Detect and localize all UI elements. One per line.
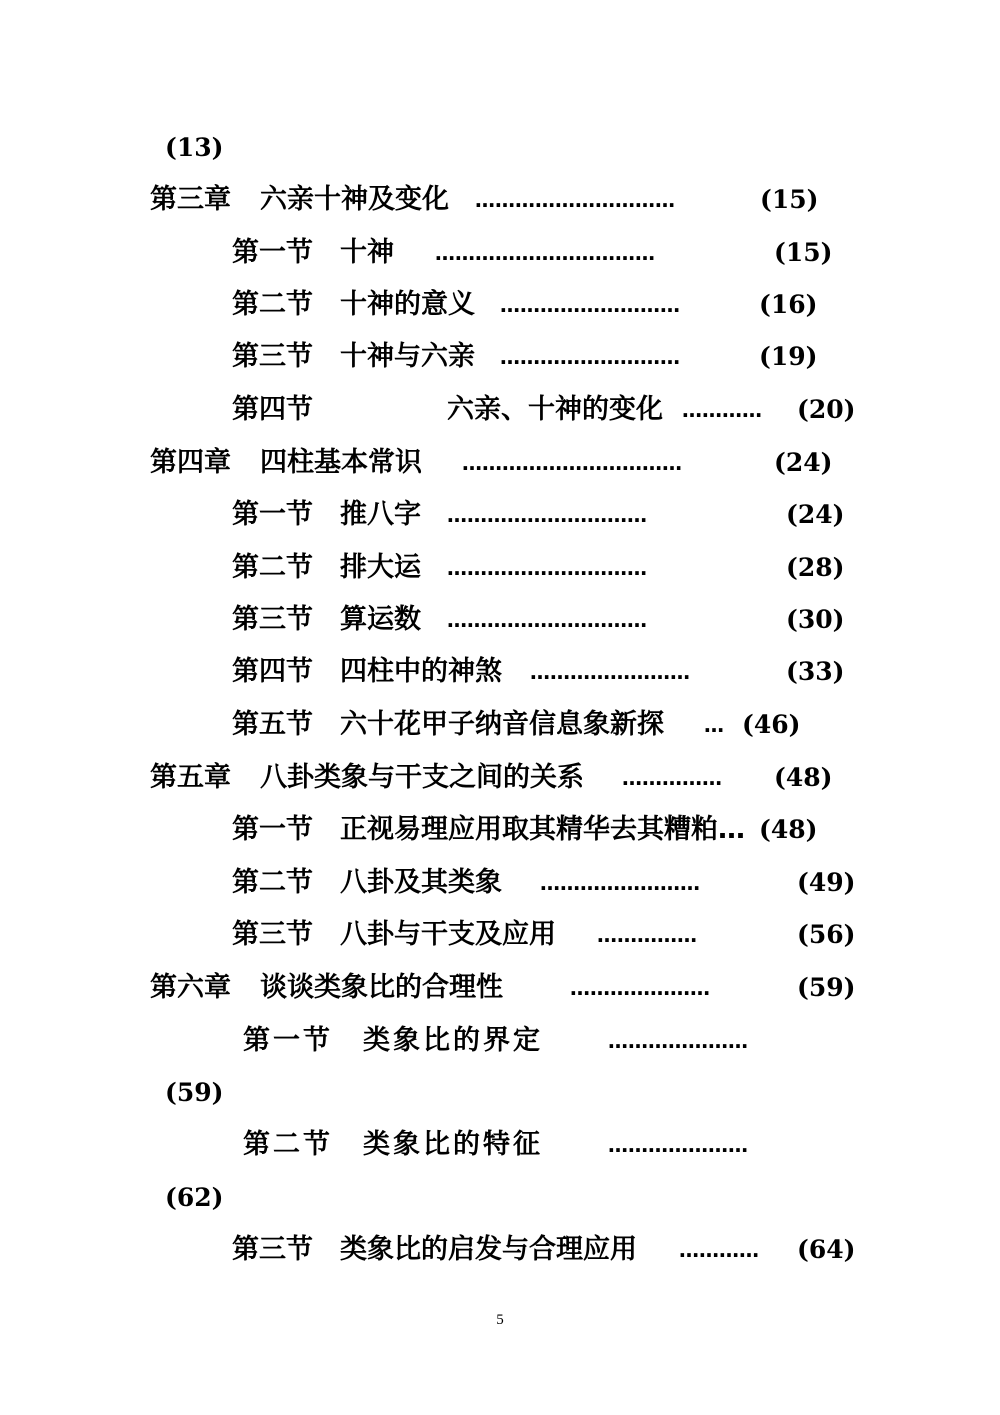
- section-title: 六十花甲子纳音信息象新探: [340, 709, 664, 740]
- dot-leader: ………………………: [500, 293, 680, 317]
- toc-row: [232, 810, 852, 850]
- section-title: 八卦及其类象: [340, 867, 502, 898]
- toc-row: [232, 390, 856, 430]
- section-title: 算运数: [340, 604, 421, 635]
- toc-row: [232, 495, 852, 535]
- page-ref: (46): [742, 710, 801, 739]
- page-ref: (28): [786, 553, 845, 582]
- section-label: 第一节: [232, 499, 313, 530]
- section-title: 类象比的界定: [363, 1025, 543, 1056]
- toc-row: [243, 1125, 853, 1165]
- dot-leader: …………………………: [447, 556, 647, 580]
- section-title: 四柱中的神煞: [340, 656, 502, 687]
- dot-leader: ……………………: [540, 871, 700, 895]
- section-title: 十神: [340, 237, 394, 268]
- dot-leader: ………………………: [500, 345, 680, 369]
- page-ref: (59): [165, 1078, 224, 1107]
- toc-row: [232, 548, 852, 588]
- chapter-title: 四柱基本常识: [260, 447, 422, 478]
- toc-row: [232, 233, 852, 273]
- toc-row: [150, 968, 856, 1008]
- toc-row: [243, 1021, 853, 1061]
- page-ref: (20): [797, 395, 856, 424]
- dot-leader: …………………: [608, 1133, 748, 1157]
- page-ref: (15): [760, 185, 819, 214]
- section-label: 第二节: [232, 552, 313, 583]
- page-ref: (33): [786, 657, 845, 686]
- section-title: 排大运: [340, 552, 421, 583]
- page-ref: (19): [759, 342, 818, 371]
- page-ref: (48): [774, 763, 833, 792]
- chapter-label: 第六章: [150, 972, 231, 1003]
- dot-leader: ……………………………: [462, 451, 682, 475]
- chapter-label: 第五章: [150, 762, 231, 793]
- section-label: 第二节: [232, 867, 313, 898]
- page-ref: (24): [786, 500, 845, 529]
- toc-row: [232, 285, 852, 325]
- section-label: 第三节: [232, 919, 313, 950]
- section-title: 八卦与干支及应用: [340, 919, 556, 950]
- section-label: 第四节: [232, 656, 313, 687]
- dot-leader: ……………: [622, 766, 722, 790]
- section-label: 第一节: [243, 1025, 333, 1056]
- dot-leader: ……………: [597, 923, 697, 947]
- dot-leader: ……………………: [530, 660, 690, 684]
- page-ref: (24): [774, 448, 833, 477]
- toc-row: [232, 915, 856, 955]
- page-ref: (62): [165, 1183, 224, 1212]
- section-label: 第三节: [232, 341, 313, 372]
- dot-leader: …………: [682, 398, 762, 422]
- section-title: 十神与六亲: [340, 341, 475, 372]
- page-number: 5: [496, 1312, 504, 1328]
- page-ref: (30): [786, 605, 845, 634]
- dot-leader: …………………………: [475, 188, 675, 212]
- chapter-title: 谈谈类象比的合理性: [260, 972, 503, 1003]
- toc-row: [165, 1178, 265, 1218]
- page-ref: (56): [797, 920, 856, 949]
- page-ref: (15): [774, 238, 833, 267]
- page-ref: (13): [165, 133, 224, 162]
- toc-row: [150, 180, 850, 220]
- dot-leader: ……………………………: [435, 241, 655, 265]
- toc-row: [165, 128, 265, 168]
- toc-row: [232, 600, 852, 640]
- chapter-label: 第三章: [150, 184, 231, 215]
- page-ref: (64): [797, 1235, 856, 1264]
- section-title: 类象比的特征: [363, 1129, 543, 1160]
- toc-row: [232, 1230, 856, 1270]
- dot-leader: …………………: [608, 1029, 748, 1053]
- dot-leader: …………: [679, 1238, 759, 1262]
- toc-row: [232, 705, 852, 745]
- section-label: 第三节: [232, 1234, 313, 1265]
- section-title: 正视易理应用取其精华去其糟粕…: [340, 814, 745, 845]
- section-label: 第二节: [243, 1129, 333, 1160]
- dot-leader: …………………: [570, 976, 710, 1000]
- section-label: 第二节: [232, 289, 313, 320]
- page-ref: (49): [797, 868, 856, 897]
- page-ref: (59): [797, 973, 856, 1002]
- chapter-label: 第四章: [150, 447, 231, 478]
- toc-row: [232, 652, 852, 692]
- section-title: 推八字: [340, 499, 421, 530]
- toc-row: [232, 863, 856, 903]
- chapter-title: 八卦类象与干支之间的关系: [260, 762, 584, 793]
- section-label: 第四节: [232, 394, 313, 425]
- toc-row: [150, 443, 850, 483]
- section-title: 六亲、十神的变化: [447, 394, 663, 425]
- toc-row: [150, 758, 850, 798]
- page-ref: (48): [759, 815, 818, 844]
- section-label: 第一节: [232, 814, 313, 845]
- dot-leader: …………………………: [447, 503, 647, 527]
- toc-row: [232, 337, 852, 377]
- page-ref: (16): [759, 290, 818, 319]
- dot-leader: …………………………: [447, 608, 647, 632]
- section-title: 类象比的启发与合理应用: [340, 1234, 637, 1265]
- toc-row: [165, 1073, 265, 1113]
- chapter-title: 六亲十神及变化: [260, 184, 449, 215]
- section-label: 第五节: [232, 709, 313, 740]
- section-title: 十神的意义: [340, 289, 475, 320]
- section-label: 第三节: [232, 604, 313, 635]
- section-label: 第一节: [232, 237, 313, 268]
- dot-leader: …: [704, 713, 724, 737]
